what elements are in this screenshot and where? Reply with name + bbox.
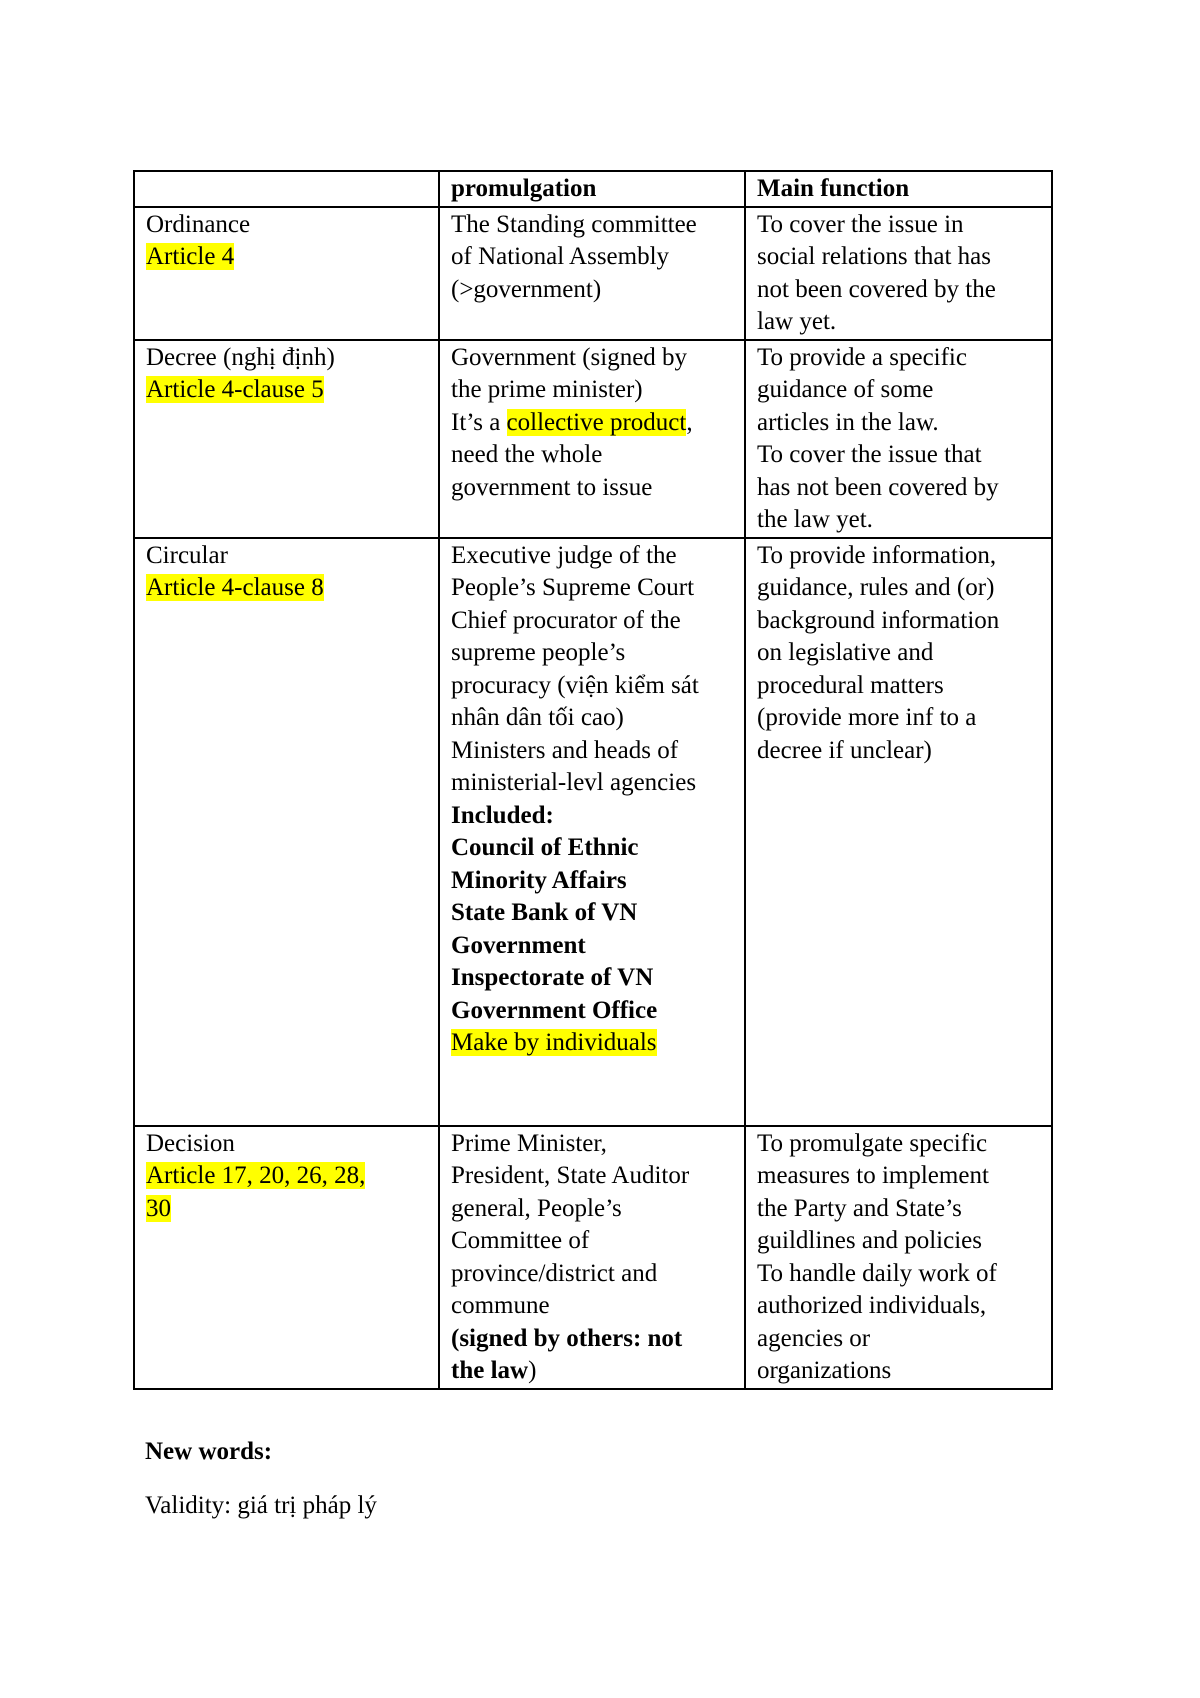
new-words-heading: New words: [145,1438,273,1465]
cell-line: articles in the law. [757,408,939,436]
article-reference: Article 4-clause 5 [146,376,324,403]
type-cell [134,207,439,340]
signed-note: (signed by others: not [451,1324,683,1352]
cell-line: commune [451,1292,550,1319]
cell-line: (>government) [451,275,602,303]
agency-line: Government [451,931,586,959]
cell-line [451,407,734,440]
cell-line: authorized individuals, [757,1292,987,1319]
cell-line: President, State Auditor [451,1162,690,1189]
cell-line: People’s Supreme Court [451,574,695,601]
signed-note: the law [451,1357,529,1384]
included-label: Included: [451,801,554,829]
cell-line: To provide information, [757,541,997,569]
promulgation-cell [439,207,745,340]
cell-line: To provide a specific [757,343,967,371]
function-cell [745,340,1052,538]
function-cell [745,538,1052,1126]
cell-line: need the whole [451,441,603,468]
cell-line: social relations that has [757,243,991,270]
promulgation-cell [439,340,745,538]
cell-line: procuracy (viện kiểm sát [451,671,699,699]
vocabulary-item: Validity: giá trị pháp lý [145,1492,377,1519]
cell-line: the law yet. [757,506,873,533]
cell-line: the Party and State’s [757,1194,962,1222]
agency-line: Government Office [451,996,658,1024]
highlighted-text: Make by individuals [451,1029,657,1056]
cell-line: organizations [757,1357,892,1384]
cell-line: Government (signed by [451,343,688,371]
cell-line: the prime minister) [451,376,643,403]
agency-line: Minority Affairs [451,866,627,894]
cell-line: To handle daily work of [757,1259,997,1287]
cell-line: To promulgate specific [757,1129,988,1157]
text-fragment: ) [528,1357,537,1384]
function-cell [745,207,1052,340]
article-reference: Article 17, 20, 26, 28, [146,1162,366,1189]
cell-line: Chief procurator of the [451,606,681,634]
cell-line: law yet. [757,308,837,335]
document-type: Circular [146,541,228,569]
cell-line: ministerial-levl agencies [451,769,697,796]
table-row [134,1126,1052,1389]
type-cell [134,1126,439,1389]
highlighted-text: collective product [506,408,687,436]
function-cell [745,1126,1052,1389]
cell-line: not been covered by the [757,275,996,303]
cell-line: Executive judge of the [451,541,677,569]
cell-line: decree if unclear) [757,736,932,764]
cell-line: guidance, rules and (or) [757,574,995,601]
cell-line: province/district and [451,1259,658,1287]
cell-line: agencies or [757,1324,871,1352]
text-fragment: , [686,408,693,436]
cell-line: To cover the issue in [757,210,964,238]
cell-line: general, People’s [451,1194,622,1222]
cell-line: nhân dân tối cao) [451,704,624,731]
legal-documents-table [133,170,1053,1390]
agency-line: Council of Ethnic [451,834,639,861]
agency-line: State Bank of VN [451,899,638,926]
agency-line: Inspectorate of VN [451,964,654,991]
table-row [134,538,1052,1126]
cell-line: Committee of [451,1227,590,1254]
cell-line: of National Assembly [451,243,670,270]
header-cell-promulgation: promulgation [439,171,745,207]
cell-line: To cover the issue that [757,441,982,468]
cell-line: procedural matters [757,671,944,699]
cell-line: Ministers and heads of [451,736,679,764]
cell-line: guidance of some [757,376,934,403]
table-row [134,340,1052,538]
cell-line: The Standing committee [451,210,697,238]
header-cell-main-function: Main function [745,171,1052,207]
type-cell [134,538,439,1126]
article-reference: Article 4 [146,243,235,270]
cell-line: has not been covered by [757,473,999,501]
cell-line: Prime Minister, [451,1129,607,1157]
document-type: Ordinance [146,210,251,238]
promulgation-cell [439,1126,745,1389]
article-reference: Article 4-clause 8 [146,574,324,601]
cell-line: supreme people’s [451,639,626,666]
text-fragment: It’s a [451,408,507,436]
cell-line: background information [757,606,1000,634]
cell-line: on legislative and [757,639,934,666]
cell-line: measures to implement [757,1162,989,1189]
cell-line: (provide more inf to a [757,704,977,731]
table-header-row [134,171,1052,207]
promulgation-cell [439,538,745,1126]
cell-line: government to issue [451,473,653,501]
table-row [134,207,1052,340]
article-reference: 30 [146,1194,171,1222]
header-cell-empty [134,171,439,207]
cell-line [451,1355,734,1388]
cell-line: guildlines and policies [757,1227,982,1254]
document-type: Decree (nghị định) [146,343,335,371]
type-cell [134,340,439,538]
document-type: Decision [146,1129,235,1157]
